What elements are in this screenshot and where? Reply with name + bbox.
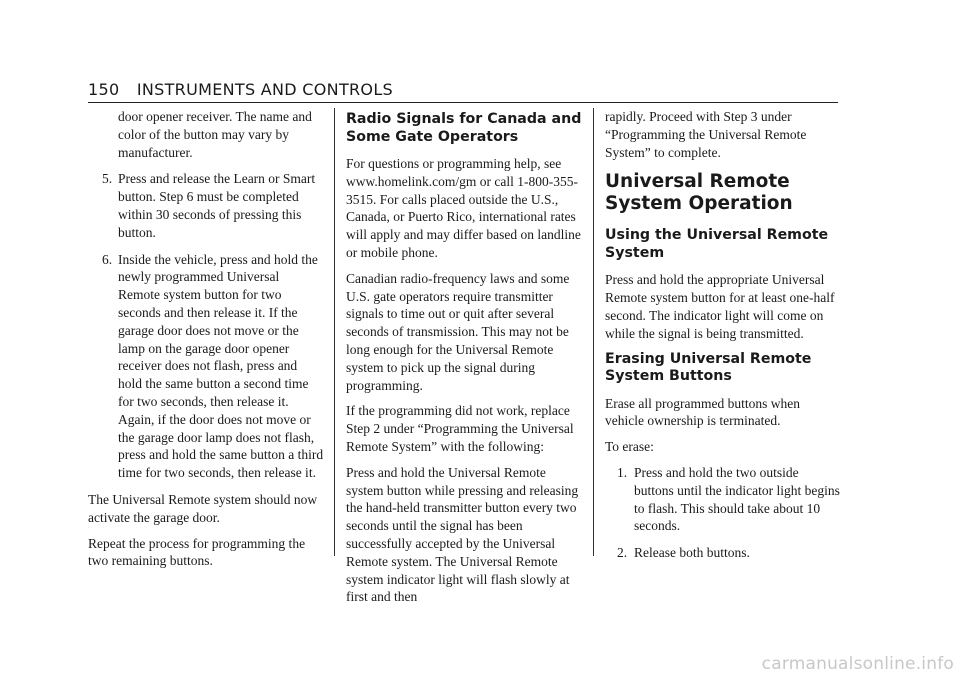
step-number: 1.: [617, 464, 628, 480]
paragraph: If the programming did not work, replace Step 2 under “Programming the Universal Remote System” with the following:: [346, 403, 574, 454]
paragraph: Canadian radio-frequency laws and some U.S. gate operators require transmitter signals to time out or quit after several seconds of transmission. This may not be long enough for the Universal Remote system to pick up the signal during programming.: [346, 270, 570, 393]
step-5: [88, 170, 324, 241]
erase-step-1: [605, 464, 841, 535]
column-left: [88, 108, 324, 578]
step-text: Inside the vehicle, press and hold the newly programmed Universal Remote system button for two seconds and then release it. If the garage door does not move or the lamp on the garage door opener receiver does not flash, press and hold the same button a second time for two seconds, then release it. Again, if the door does not move or the garage door lamp does not flash, press and hold the same button a third time for two seconds, then release it.: [118, 251, 324, 481]
step-text: Press and hold the two outside buttons until the indicator light begins to flash. This should take about 10 seconds.: [634, 464, 840, 534]
paragraph: To erase:: [605, 439, 654, 455]
subheading-erasing: Erasing Universal Remote System Buttons: [605, 350, 812, 385]
column-divider: [334, 108, 335, 556]
step-number: 5.: [102, 171, 113, 187]
section-heading: Radio Signals for Canada and Some Gate Operators: [346, 111, 582, 145]
section-title: INSTRUMENTS AND CONTROLS: [136, 80, 393, 99]
continued-text: door opener receiver. The name and color of the button may vary by manufacturer.: [118, 109, 312, 160]
page-number: 150: [88, 80, 120, 99]
column-middle: [346, 108, 582, 614]
step-text: Press and release the Learn or Smart button. Step 6 must be completed within 30 seconds of pressing this button.: [118, 171, 316, 240]
erase-step-2: [605, 544, 841, 562]
step-text: Release both buttons.: [634, 545, 750, 561]
paragraph: The Universal Remote system should now activate the garage door.: [88, 491, 318, 525]
column-right: [605, 108, 841, 571]
watermark: carmanualsonline.info: [761, 654, 954, 674]
paragraph: For questions or programming help, see www.homelink.com/gm or call 1-800-355-3515. For calls placed outside the U.S., Canada, or Puerto Rico, international rates will apply and may differ based on landline or mobile phone.: [346, 156, 581, 260]
paragraph: Press and hold the appropriate Universal Remote system button for at least one-half second. The indicator light will come on while the signal is being transmitted.: [605, 272, 835, 341]
step-6: [88, 251, 324, 482]
step-number: 2.: [617, 545, 628, 561]
subheading-using: Using the Universal Remote System: [605, 227, 829, 261]
header-rule: [88, 102, 838, 103]
main-heading: Universal Remote System Operation: [605, 171, 793, 215]
continued-text: rapidly. Proceed with Step 3 under “Programming the Universal Remote System” to complete.: [605, 109, 807, 160]
page-header: [88, 80, 838, 99]
paragraph: Repeat the process for programming the two remaining buttons.: [88, 535, 306, 569]
paragraph: Press and hold the Universal Remote system button while pressing and releasing the hand-held transmitter button every two seconds until the signal has been successfully accepted by the Universal Remote system. The Universal Remote system indicator light will flash slowly at first and then: [346, 464, 579, 605]
column-divider: [593, 108, 594, 556]
step-number: 6.: [102, 251, 113, 267]
paragraph: Erase all programmed buttons when vehicle ownership is terminated.: [605, 395, 800, 429]
